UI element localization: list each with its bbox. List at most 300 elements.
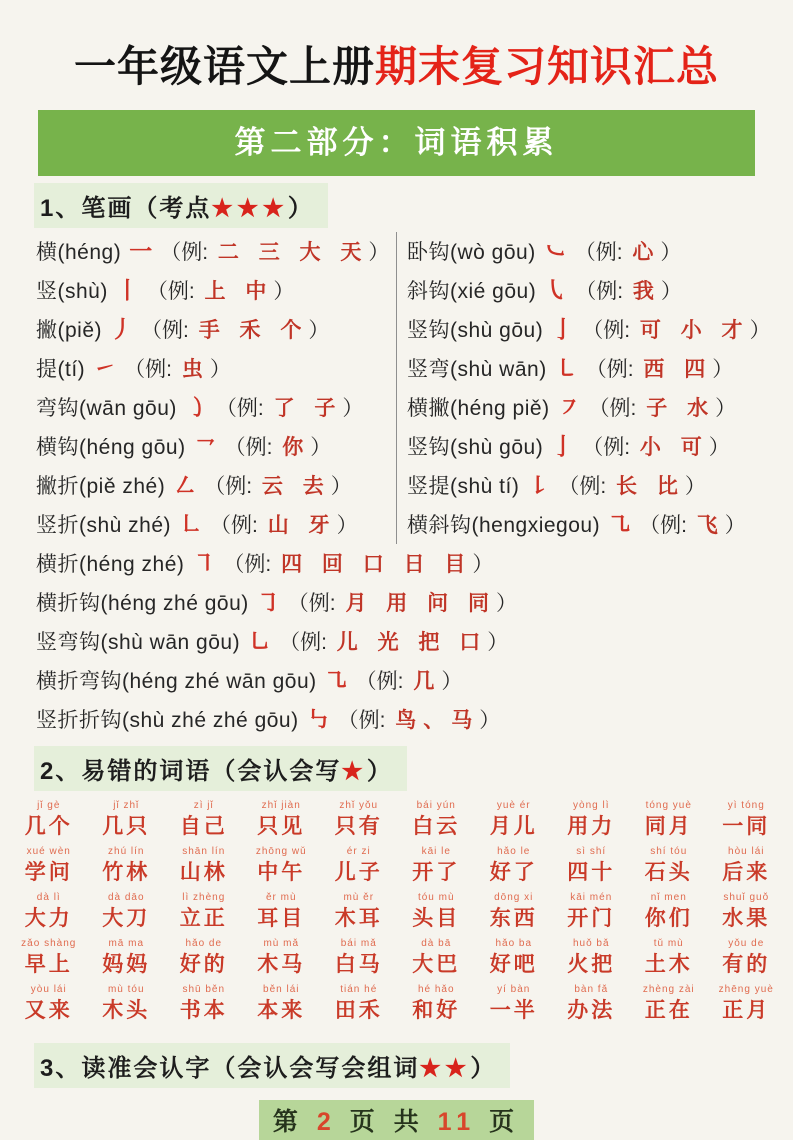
word-cell xyxy=(165,983,243,1026)
example-characters: 上 中 xyxy=(204,280,274,303)
stroke-glyph: ㇙ xyxy=(527,472,551,498)
word-cell xyxy=(630,845,708,888)
example-close: ） xyxy=(330,475,352,498)
example-characters: 了 子 xyxy=(273,397,343,420)
word-pinyin: ér zi xyxy=(346,846,371,857)
word-pinyin: yuè ér xyxy=(496,800,531,811)
stroke-row xyxy=(407,232,779,271)
word-characters: 只见 xyxy=(257,815,306,838)
word-characters: 木头 xyxy=(102,999,151,1022)
section1-stars: ★★★ xyxy=(211,195,288,222)
footer-total-number: 11 xyxy=(437,1108,477,1136)
example-close: ） xyxy=(660,280,682,303)
word-cell xyxy=(243,937,321,980)
section3-stars: ★★ xyxy=(419,1055,471,1082)
stroke-glyph: ㇀ xyxy=(93,355,117,381)
stroke-row xyxy=(36,349,396,388)
stroke-row xyxy=(36,466,396,505)
word-cell xyxy=(475,845,553,888)
stroke-row xyxy=(36,427,396,466)
word-cell xyxy=(630,983,708,1026)
stroke-glyph: ㇁ xyxy=(184,394,208,420)
example-open: （例: xyxy=(582,319,636,342)
word-pinyin: hǎo de xyxy=(185,938,223,949)
word-cell xyxy=(88,845,166,888)
word-characters: 你们 xyxy=(644,907,693,930)
example-close: ） xyxy=(441,670,463,693)
word-pinyin: tián hé xyxy=(340,984,378,995)
word-pinyin: dà dāo xyxy=(107,892,145,903)
word-pinyin: bàn fǎ xyxy=(574,984,609,995)
example-open: （例: xyxy=(585,358,640,381)
stroke-glyph: ㇄ xyxy=(554,355,578,381)
example-open: （例: xyxy=(210,514,264,537)
word-pinyin: shí tóu xyxy=(650,846,688,857)
example-characters: 云 去 xyxy=(261,475,331,498)
word-pinyin: jǐ gè xyxy=(37,800,61,811)
word-pinyin: hé hǎo xyxy=(417,984,455,995)
word-cell xyxy=(475,891,553,934)
stroke-glyph: 亅 xyxy=(551,316,575,342)
example-close: ） xyxy=(479,709,501,732)
word-cell xyxy=(553,799,631,842)
word-characters: 几个 xyxy=(24,815,73,838)
stroke-name: 斜钩(xié gōu) xyxy=(407,280,537,303)
stroke-glyph: 丨 xyxy=(115,277,139,303)
word-pinyin: shū běn xyxy=(182,984,226,995)
section2-heading-text: 2、易错的词语（会认会写 xyxy=(40,758,342,785)
word-cell xyxy=(10,845,88,888)
word-pinyin: hǎo ba xyxy=(495,938,533,949)
word-characters: 开了 xyxy=(412,861,461,884)
word-pinyin: ěr mù xyxy=(265,892,297,903)
example-open: （例: xyxy=(558,475,613,498)
example-characters: 月 用 问 同 xyxy=(345,592,496,615)
word-cell xyxy=(165,845,243,888)
stroke-glyph: ㇕ xyxy=(192,550,216,576)
word-characters: 办法 xyxy=(567,999,616,1022)
word-cell xyxy=(88,799,166,842)
section1-heading-close: ） xyxy=(287,195,314,222)
stroke-name: 提(tí) xyxy=(36,358,86,381)
stroke-glyph: ㇜ xyxy=(173,472,197,498)
word-characters: 只有 xyxy=(334,815,383,838)
section3-heading xyxy=(34,1043,510,1088)
word-cell xyxy=(630,937,708,980)
word-characters: 有的 xyxy=(722,953,771,976)
word-cell xyxy=(243,845,321,888)
stroke-row xyxy=(36,622,779,661)
word-pinyin: kāi le xyxy=(421,846,451,857)
example-close: ） xyxy=(749,319,771,342)
example-characters: 虫 xyxy=(181,358,210,381)
example-close: ） xyxy=(273,280,295,303)
word-row xyxy=(10,937,785,980)
word-pinyin: kāi mén xyxy=(570,892,613,903)
example-close: ） xyxy=(342,397,364,420)
stroke-row xyxy=(36,544,779,583)
example-open: （例: xyxy=(588,397,643,420)
stroke-row xyxy=(407,271,779,310)
word-pinyin: mā ma xyxy=(108,938,145,949)
stroke-glyph: ㇉ xyxy=(306,706,330,732)
word-pinyin: zǎo shàng xyxy=(21,938,77,949)
word-characters: 几只 xyxy=(102,815,151,838)
word-pinyin: jǐ zhǐ xyxy=(113,800,140,811)
word-pinyin: zhèng zài xyxy=(642,984,695,995)
word-characters: 正在 xyxy=(644,999,693,1022)
word-characters: 同月 xyxy=(644,815,693,838)
word-pinyin: dōng xi xyxy=(494,892,534,903)
stroke-name: 撇(piě) xyxy=(36,319,103,342)
stroke-glyph: ㇟ xyxy=(248,628,272,654)
footer-word3: 共 xyxy=(393,1108,425,1136)
word-pinyin: shān lín xyxy=(182,846,226,857)
footer-word4: 页 xyxy=(489,1108,521,1136)
example-close: ） xyxy=(368,241,390,264)
stroke-row xyxy=(36,310,396,349)
word-characters: 儿子 xyxy=(334,861,383,884)
example-characters: 心 xyxy=(632,241,661,264)
stroke-glyph: 一 xyxy=(129,238,153,264)
word-cell xyxy=(243,983,321,1026)
stroke-glyph: ㇖ xyxy=(193,433,217,459)
word-cell xyxy=(398,937,476,980)
word-pinyin: zhú lín xyxy=(108,846,145,857)
example-open: （例: xyxy=(124,358,178,381)
word-cell xyxy=(320,937,398,980)
example-close: ） xyxy=(487,631,509,654)
word-characters: 竹林 xyxy=(102,861,151,884)
word-characters: 一半 xyxy=(489,999,538,1022)
stroke-name: 竖折折钩(shù zhé zhé gōu) xyxy=(36,709,299,732)
word-cell xyxy=(320,891,398,934)
stroke-full-width-rows xyxy=(36,544,779,739)
stroke-glyph: ㇃ xyxy=(543,238,567,264)
stroke-row xyxy=(407,388,779,427)
example-characters: 鸟、马 xyxy=(395,709,480,732)
stroke-name: 横折(héng zhé) xyxy=(36,553,185,576)
word-pinyin: yí bàn xyxy=(497,984,531,995)
word-cell xyxy=(320,845,398,888)
example-characters: 你 xyxy=(282,436,311,459)
example-close: ） xyxy=(336,514,358,537)
example-characters: 小 可 xyxy=(639,436,709,459)
example-close: ） xyxy=(660,241,682,264)
part-banner: 第二部分：词语积累 xyxy=(38,110,755,176)
word-cell xyxy=(553,891,631,934)
example-close: ） xyxy=(310,436,332,459)
word-cell xyxy=(553,983,631,1026)
example-close: ） xyxy=(724,514,746,537)
example-open: （例: xyxy=(575,280,629,303)
word-cell xyxy=(10,983,88,1026)
stroke-name: 横折弯钩(héng zhé wān gōu) xyxy=(36,670,317,693)
word-pinyin: sì shí xyxy=(576,846,607,857)
word-pinyin: yì tóng xyxy=(727,800,765,811)
word-pinyin: hǎo le xyxy=(497,846,531,857)
word-characters: 学问 xyxy=(24,861,73,884)
example-open: （例: xyxy=(279,631,333,654)
word-cell xyxy=(708,891,786,934)
word-characters: 妈妈 xyxy=(102,953,151,976)
word-pinyin: yǒu de xyxy=(728,938,765,949)
word-characters: 木马 xyxy=(257,953,306,976)
word-characters: 立正 xyxy=(179,907,228,930)
word-pinyin: tǔ mù xyxy=(653,938,684,949)
word-pinyin: bái yún xyxy=(416,800,456,811)
word-characters: 头目 xyxy=(412,907,461,930)
footer-word1: 第 xyxy=(272,1108,304,1136)
stroke-name: 横钩(héng gōu) xyxy=(36,436,186,459)
word-cell xyxy=(475,937,553,980)
word-cell xyxy=(398,891,476,934)
word-characters: 好了 xyxy=(489,861,538,884)
stroke-row xyxy=(36,661,779,700)
word-pinyin: dà lì xyxy=(36,892,61,903)
word-row xyxy=(10,845,785,888)
example-close: ） xyxy=(472,553,494,576)
word-cell xyxy=(165,799,243,842)
stroke-row xyxy=(36,583,779,622)
section2-heading-close: ） xyxy=(366,758,393,785)
word-pinyin: xué wèn xyxy=(26,846,71,857)
stroke-name: 卧钩(wò gōu) xyxy=(407,241,536,264)
stroke-name: 弯钩(wān gōu) xyxy=(36,397,177,420)
word-characters: 早上 xyxy=(24,953,73,976)
word-characters: 东西 xyxy=(489,907,538,930)
section2-stars: ★ xyxy=(341,758,367,785)
example-open: （例: xyxy=(141,319,195,342)
word-pinyin: shuǐ guǒ xyxy=(723,892,770,903)
word-cell xyxy=(630,891,708,934)
word-characters: 石头 xyxy=(644,861,693,884)
example-characters: 二 三 大 天 xyxy=(217,241,369,264)
word-cell xyxy=(10,891,88,934)
example-close: ） xyxy=(712,358,734,381)
word-cell xyxy=(708,937,786,980)
footer-wrap xyxy=(0,1100,793,1140)
example-close: ） xyxy=(495,592,517,615)
word-cell xyxy=(88,983,166,1026)
stroke-two-columns xyxy=(36,232,779,544)
example-characters: 飞 xyxy=(696,514,725,537)
word-characters: 白云 xyxy=(412,815,461,838)
word-characters: 一同 xyxy=(722,815,771,838)
example-open: （例: xyxy=(224,436,279,459)
example-open: （例: xyxy=(582,436,636,459)
word-pinyin: zhǐ yǒu xyxy=(339,800,379,811)
word-row xyxy=(10,799,785,842)
example-characters: 儿 光 把 口 xyxy=(336,631,488,654)
example-open: （例: xyxy=(223,553,278,576)
example-characters: 几 xyxy=(413,670,442,693)
word-pinyin: zhǐ jiàn xyxy=(261,800,301,811)
stroke-row xyxy=(36,271,396,310)
stroke-row xyxy=(36,388,396,427)
word-characters: 大巴 xyxy=(412,953,461,976)
page-title xyxy=(0,0,793,94)
footer-page-number: 2 xyxy=(316,1108,337,1136)
stroke-column-right xyxy=(396,232,779,544)
word-cell xyxy=(708,799,786,842)
word-characters: 开门 xyxy=(567,907,616,930)
stroke-glyph: ㇈ xyxy=(608,511,632,537)
example-close: ） xyxy=(684,475,706,498)
stroke-column-left xyxy=(36,232,396,544)
stroke-row xyxy=(36,505,396,544)
word-cell xyxy=(320,799,398,842)
stroke-glyph: ㇂ xyxy=(544,277,568,303)
word-characters: 木耳 xyxy=(334,907,383,930)
word-pinyin: dà bā xyxy=(421,938,452,949)
example-open: （例: xyxy=(160,241,214,264)
word-cell xyxy=(88,891,166,934)
word-cell xyxy=(243,799,321,842)
example-open: （例: xyxy=(204,475,258,498)
example-characters: 山 牙 xyxy=(267,514,337,537)
title-course: 一年级语文上册 xyxy=(73,43,375,90)
example-open: （例: xyxy=(146,280,201,303)
stroke-name: 横撇(héng piě) xyxy=(407,397,550,420)
word-cell xyxy=(475,983,553,1026)
stroke-glyph: ㇆ xyxy=(256,589,280,615)
word-characters: 又来 xyxy=(24,999,73,1022)
word-pinyin: tóng yuè xyxy=(645,800,692,811)
example-close: ） xyxy=(209,358,231,381)
word-cell xyxy=(708,845,786,888)
example-open: （例: xyxy=(287,592,342,615)
word-cell xyxy=(398,983,476,1026)
word-cell xyxy=(165,891,243,934)
stroke-name: 竖提(shù tí) xyxy=(407,475,520,498)
word-cell xyxy=(398,845,476,888)
section1-heading-wrap xyxy=(0,176,793,230)
word-cell xyxy=(243,891,321,934)
stroke-name: 竖折(shù zhé) xyxy=(36,514,172,537)
word-pinyin: hòu lái xyxy=(728,846,765,857)
stroke-row xyxy=(407,505,779,544)
stroke-row xyxy=(407,466,779,505)
example-characters: 可 小 才 xyxy=(639,319,750,342)
stroke-row xyxy=(407,349,779,388)
word-characters: 大力 xyxy=(24,907,73,930)
stroke-name: 竖弯钩(shù wān gōu) xyxy=(36,631,241,654)
example-characters: 西 四 xyxy=(643,358,713,381)
stroke-name: 横(héng) xyxy=(36,241,122,264)
word-characters: 月儿 xyxy=(489,815,538,838)
stroke-name: 竖(shù) xyxy=(36,280,108,303)
word-pinyin: běn lái xyxy=(263,984,300,995)
word-cell xyxy=(88,937,166,980)
word-characters: 水果 xyxy=(722,907,771,930)
stroke-row xyxy=(36,232,396,271)
stroke-row xyxy=(407,310,779,349)
stroke-name: 横折钩(héng zhé gōu) xyxy=(36,592,249,615)
page-footer xyxy=(259,1100,534,1140)
word-characters: 四十 xyxy=(567,861,616,884)
word-pinyin: tóu mù xyxy=(417,892,455,903)
word-pinyin: yòng lì xyxy=(573,800,610,811)
section1-heading xyxy=(34,183,328,228)
word-pinyin: mù tóu xyxy=(107,984,145,995)
stroke-glyph: ㇈ xyxy=(324,667,348,693)
word-row xyxy=(10,891,785,934)
word-characters: 田禾 xyxy=(334,999,383,1022)
stroke-row xyxy=(407,427,779,466)
word-pinyin: zhēng yuè xyxy=(718,984,774,995)
section2-heading-wrap xyxy=(0,739,793,793)
example-close: ） xyxy=(708,436,730,459)
word-grid xyxy=(10,799,785,1026)
footer-word2: 页 xyxy=(349,1108,381,1136)
example-open: （例: xyxy=(337,709,392,732)
stroke-glyph: 丿 xyxy=(110,316,134,342)
word-cell xyxy=(398,799,476,842)
word-cell xyxy=(10,937,88,980)
word-characters: 火把 xyxy=(567,953,616,976)
stroke-name: 横斜钩(hengxiegou) xyxy=(407,514,601,537)
word-pinyin: nǐ men xyxy=(650,892,687,903)
section3-heading-text: 3、读准会认字（会认会写会组词 xyxy=(40,1055,420,1082)
word-characters: 中午 xyxy=(257,861,306,884)
word-characters: 耳目 xyxy=(257,907,306,930)
word-pinyin: lì zhèng xyxy=(182,892,226,903)
word-characters: 正月 xyxy=(722,999,771,1022)
word-cell xyxy=(10,799,88,842)
example-characters: 四 回 口 日 目 xyxy=(281,553,473,576)
stroke-name: 竖弯(shù wān) xyxy=(407,358,547,381)
word-pinyin: bái mǎ xyxy=(340,938,377,949)
example-close: ） xyxy=(308,319,330,342)
word-cell xyxy=(553,937,631,980)
word-row xyxy=(10,983,785,1026)
example-open: （例: xyxy=(215,397,270,420)
word-characters: 白马 xyxy=(334,953,383,976)
word-cell xyxy=(630,799,708,842)
word-characters: 山林 xyxy=(179,861,228,884)
example-open: （例: xyxy=(639,514,693,537)
word-pinyin: yòu lái xyxy=(30,984,67,995)
stroke-row xyxy=(36,700,779,739)
stroke-glyph: ㇗ xyxy=(179,511,203,537)
title-topic: 期末复习知识汇总 xyxy=(375,43,720,90)
example-open: （例: xyxy=(355,670,410,693)
word-cell xyxy=(553,845,631,888)
stroke-glyph: ㇇ xyxy=(557,394,581,420)
example-characters: 我 xyxy=(632,280,661,303)
stroke-name: 撇折(piě zhé) xyxy=(36,475,166,498)
example-characters: 子 水 xyxy=(646,397,716,420)
word-cell xyxy=(165,937,243,980)
stroke-glyph: 亅 xyxy=(551,433,575,459)
word-cell xyxy=(320,983,398,1026)
word-characters: 书本 xyxy=(179,999,228,1022)
example-close: ） xyxy=(715,397,737,420)
word-pinyin: zhōng wǔ xyxy=(255,846,307,857)
stroke-name: 竖钩(shù gōu) xyxy=(407,436,544,459)
example-characters: 长 比 xyxy=(616,475,685,498)
word-characters: 本来 xyxy=(257,999,306,1022)
word-pinyin: mù mǎ xyxy=(263,938,300,949)
section3-heading-wrap xyxy=(0,1036,793,1090)
section2-heading xyxy=(34,746,407,791)
word-pinyin: huǒ bǎ xyxy=(572,938,610,949)
word-characters: 土木 xyxy=(644,953,693,976)
word-characters: 好吧 xyxy=(489,953,538,976)
word-characters: 大刀 xyxy=(102,907,151,930)
word-cell xyxy=(708,983,786,1026)
